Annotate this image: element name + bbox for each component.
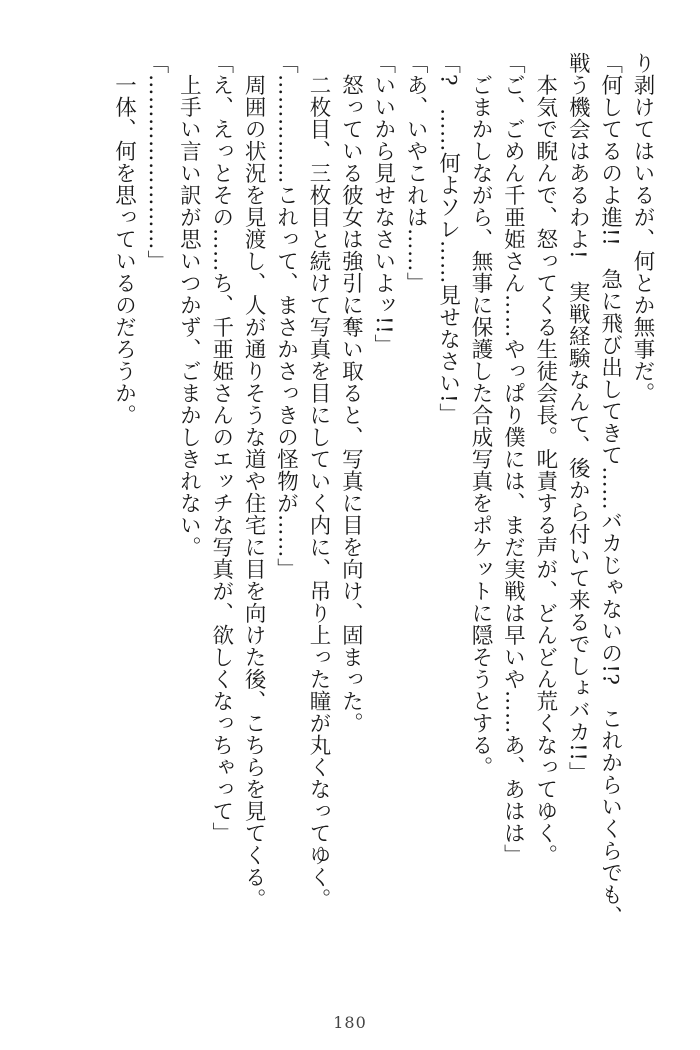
text-line: 本気で睨んで、怒ってくる生徒会長。叱責する声が、どんどん荒くなってゆく。 (532, 52, 558, 866)
text-line: 怒っている彼女は強引に奪い取ると、写真に目を向け、固まった。 (338, 52, 364, 734)
page-number: 180 (333, 1013, 367, 1032)
text-line: 「あ、いやこれは……」 (403, 52, 429, 294)
text-line: 上手い言い訳が思いつかず、ごまかしきれない。 (176, 52, 202, 558)
text-line: 「いいから見せなさいよッ!!」 (370, 52, 396, 357)
vertical-text-body (58, 52, 658, 992)
text-line: り剥けてはいるが、何とか無事だ。 (630, 52, 655, 404)
text-line: ごまかしながら、無事に保護した合成写真をポケットに隠そうとする。 (467, 52, 493, 778)
text-line: 戦う機会はあるわよ! 実戦経験なんて、後から付いて来るでしょバカ!!」 (565, 52, 591, 784)
text-line: 二枚目、三枚目と続けて写真を目にしていく内に、吊り上った瞳が丸くなってゆく。 (305, 52, 331, 910)
text-line: 「何してるのよ進!! 急に飛び出してきて……バカじゃないの!? これからいくらでも、 (597, 52, 623, 928)
text-line: 「ご、ごめん千亜姫さん……やっぱり僕には、まだ実戦は早いや……あ、あはは」 (500, 52, 526, 866)
text-line: 「え、えっとその……ち、千亜姫さんのエッチな写真が、欲しくなっちゃって」 (208, 52, 234, 844)
text-line: 「? ……何よソレ……見せなさい!」 (435, 52, 461, 426)
text-line: 「……………………」 (143, 52, 169, 272)
text-line: 一体、何を思っているのだろうか。 (111, 52, 137, 426)
text-line: 周囲の状況を見渡し、人が通りそうな道や住宅に目を向けた後、こちらを見てくる。 (241, 52, 267, 910)
text-line: 「……………これって、まさかさっきの怪物が……」 (273, 52, 299, 580)
